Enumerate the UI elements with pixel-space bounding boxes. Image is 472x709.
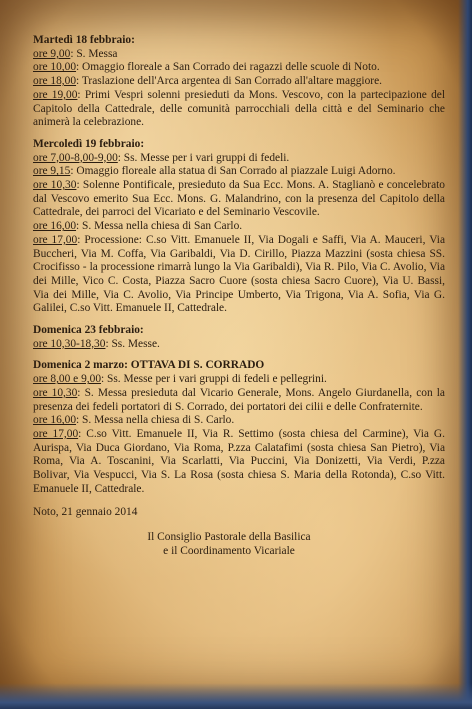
entry-text: : Omaggio floreale alla statua di San Corrado al piazzale Luigi Adorno.	[70, 165, 396, 178]
schedule-entry	[33, 179, 445, 220]
entry-text: : Processione: C.so Vitt. Emanuele II, Via Dogali e Saffi, Via A. Mauceri, Via Buccheri, Via M. Coffa, Via Garibaldi, Via D. Cirillo, Piazza Mazzini (sosta chiesa SS. Crocifisso - la processione rimarrà lungo la Via Garibaldi), Via R. Pilo, Via C. Avolio, Via dei Mille, Vico C. Costa, Piazza Sacro Cuore (sosta chiesa Sacro Cuore), Via U. Bassi, Via dei Mille, Via C. Avolio, Via Principe Umberto, Via Trigona, Via A. Sofia, Via G. Galilei, C.so Vitt. Emanuele II, Cattedrale.	[33, 233, 445, 315]
day-heading: Domenica 23 febbraio:	[33, 324, 144, 337]
day-section-sunday-23	[33, 324, 445, 351]
entry-text: : S. Messa presieduta dal Vicario Generale, Mons. Angelo Giurdanella, con la presenza dei fedeli portatori di S. Corrado, dei portatori dei cilii e delle Confraternite.	[33, 386, 445, 413]
schedule-entry	[33, 373, 445, 387]
entry-text: : C.so Vitt. Emanuele II, Via R. Settimo (sosta chiesa del Carmine), Via G. Aurispa, Via Duca Giordano, Via Roma, P.zza Calatafimi (sosta chiesa San Pietro), Via Roma, Via A. Toscanini, Via Scarlatti, Via Puccini, Via Donizetti, Via Verdi, P.zza Bolivar, Via Vespucci, Via S. La Rosa (sosta chiesa S. Maria della Rotonda), C.so Vitt. Emanuele II, Cattedrale.	[33, 427, 445, 495]
schedule-entry	[33, 165, 445, 179]
schedule-entry	[33, 387, 445, 414]
signature-line-2: e il Coordinamento Vicariale	[163, 544, 295, 557]
schedule-entry	[33, 338, 445, 352]
entry-text: : Ss. Messe per i vari gruppi di fedeli.	[117, 151, 290, 164]
entry-text: : S. Messa	[70, 47, 118, 60]
program-text	[33, 34, 445, 559]
schedule-entry	[33, 414, 445, 428]
schedule-entry	[33, 152, 445, 166]
entry-time: ore 19,00	[33, 88, 78, 101]
entry-text: : Primi Vespri solenni presieduti da Mons. Vescovo, con la partecipazione del Capitolo della Cattedrale, delle comunità parrocchiali della città e del Seminario che animerà la celebrazione.	[33, 88, 445, 129]
entry-text: : Traslazione dell'Arca argentea di San Corrado all'altare maggiore.	[76, 75, 382, 88]
entry-time: ore 9,15	[33, 165, 71, 178]
entry-text: : S. Messa nella chiesa di S. Carlo.	[76, 414, 235, 427]
schedule-entry	[33, 75, 445, 89]
entry-time: ore 18,00	[33, 75, 77, 88]
entry-time: ore 10,00	[33, 61, 77, 74]
entry-time: ore 10,30-18,30	[33, 337, 106, 350]
torn-edge-right	[458, 0, 472, 709]
signature-line-1: Il Consiglio Pastorale della Basilica	[147, 531, 311, 544]
day-heading: Mercoledì 19 febbraio:	[33, 137, 145, 150]
entry-time: ore 8,00 e 9,00	[33, 373, 102, 386]
entry-text: : Omaggio floreale a San Corrado dei ragazzi delle scuole di Noto.	[76, 61, 380, 74]
torn-edge-bottom	[0, 683, 472, 709]
entry-text: : Solenne Pontificale, presieduto da Sua Ecc. Mons. A. Staglianò e concelebrato dal Vescovo emerito Sua Ecc. Mons. G. Malandrino, con la presenza del Capitolo della Cattedrale, dei parroci del Vicariato e del Seminario Vescovile.	[33, 179, 445, 219]
day-section-sunday-2	[33, 359, 445, 496]
entry-text: : Ss. Messe per i vari gruppi di fedeli e pellegrini.	[101, 373, 327, 386]
entry-time: ore 7,00-8,00-9,00	[33, 151, 118, 164]
day-section-tuesday	[33, 34, 445, 130]
schedule-entry	[33, 428, 445, 497]
entry-time: ore 17,00	[33, 427, 79, 440]
document-date: Noto, 21 gennaio 2014	[33, 505, 138, 518]
entry-time: ore 10,30	[33, 386, 78, 399]
entry-time: ore 17,00	[33, 233, 78, 246]
day-section-wednesday	[33, 138, 445, 316]
day-heading: Martedì 18 febbraio:	[33, 34, 135, 46]
schedule-entry	[33, 48, 445, 62]
day-heading: Domenica 2 marzo: OTTAVA DI S. CORRADO	[33, 359, 265, 372]
entry-time: ore 10,30	[33, 179, 77, 192]
entry-time: ore 16,00	[33, 414, 77, 427]
schedule-entry	[33, 89, 445, 130]
signature-block	[129, 531, 329, 558]
schedule-entry	[33, 220, 445, 234]
entry-text: : Ss. Messe.	[105, 337, 160, 350]
entry-time: ore 16,00	[33, 220, 77, 233]
entry-text: : S. Messa nella chiesa di San Carlo.	[76, 220, 243, 233]
entry-time: ore 9,00	[33, 47, 71, 60]
schedule-entry	[33, 61, 445, 75]
schedule-entry	[33, 234, 445, 316]
